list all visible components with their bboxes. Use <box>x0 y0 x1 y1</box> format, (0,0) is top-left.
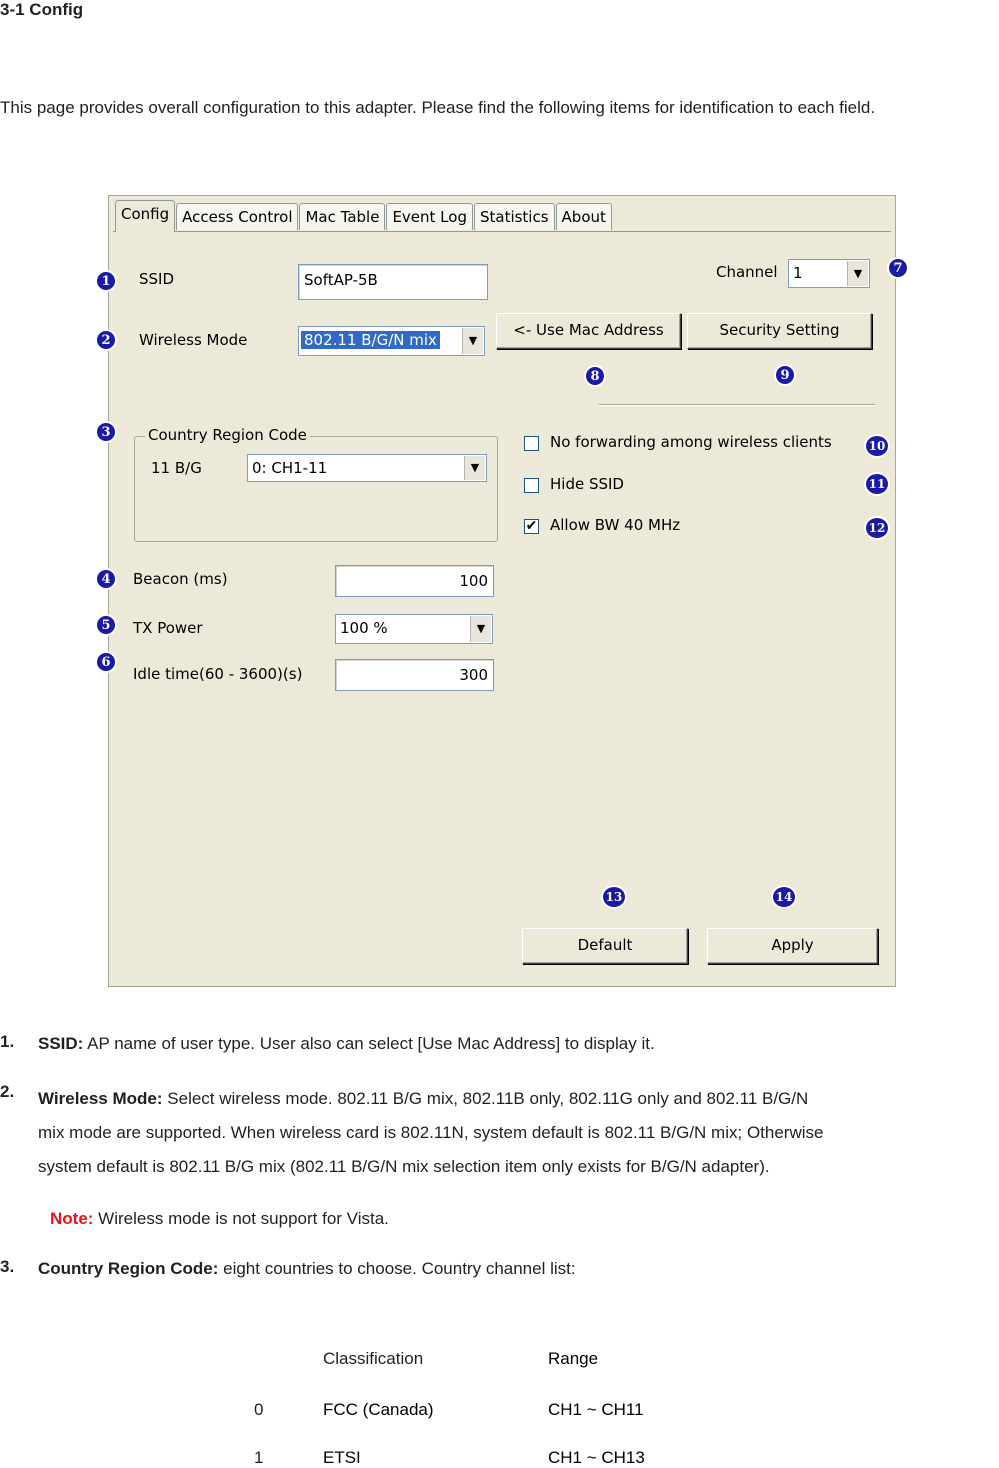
callout-badge: 4 <box>95 568 117 590</box>
callout-badge: 5 <box>95 614 117 636</box>
item-term: Country Region Code: <box>38 1259 219 1278</box>
callout-badge: 9 <box>774 364 796 386</box>
allow-bw40-label: Allow BW 40 MHz <box>550 516 681 534</box>
tab-access-control[interactable]: Access Control <box>176 203 298 230</box>
tx-power-label: TX Power <box>133 619 203 637</box>
item-text: AP name of user type. User also can select [Use Mac Address] to display it. <box>83 1034 655 1053</box>
item-term: SSID: <box>38 1034 84 1053</box>
wireless-mode-label: Wireless Mode <box>139 331 248 349</box>
checkmark-icon: ✔ <box>525 518 538 534</box>
tab-mac-table[interactable]: Mac Table <box>299 203 385 230</box>
ssid-label: SSID <box>139 270 175 288</box>
idle-time-label: Idle time(60 - 3600)(s) <box>133 665 303 683</box>
callout-badge: 1 <box>95 270 117 292</box>
tab-config[interactable]: Config <box>115 200 175 232</box>
note <box>50 1207 389 1231</box>
callout-badge: 12 <box>864 516 890 540</box>
chevron-down-icon[interactable]: ▼ <box>847 261 868 286</box>
item-text: mix mode are supported. When wireless card is 802.11N, system default is 802.11 B/G/N mix; Otherwise <box>38 1123 824 1142</box>
hide-ssid-checkbox[interactable] <box>524 478 539 493</box>
item-text: Select wireless mode. 802.11 B/G mix, 802.11B only, 802.11G only and 802.11 B/G/N <box>162 1089 809 1108</box>
table-cell-classification: ETSI <box>323 1448 361 1467</box>
hide-ssid-label: Hide SSID <box>550 475 624 493</box>
channel-value: 1 <box>793 264 803 282</box>
wireless-mode-value: 802.11 B/G/N mix <box>301 331 440 349</box>
country-region-select[interactable] <box>247 454 487 482</box>
channel-select[interactable] <box>788 259 870 288</box>
intro-paragraph: This page provides overall configuration to this adapter. Please find the following items for identification to each field. <box>0 98 876 117</box>
ssid-input[interactable]: SoftAP-5B <box>298 264 488 300</box>
chevron-down-icon[interactable]: ▼ <box>464 456 485 480</box>
country-region-group <box>134 426 498 542</box>
note-label: Note: <box>50 1209 94 1228</box>
item-text: system default is 802.11 B/G mix (802.11 B/G/N mix selection item only exists for B/G/N adapter). <box>38 1157 770 1176</box>
tx-power-select[interactable] <box>335 614 493 644</box>
table-cell-range: CH1 ~ CH11 <box>548 1400 644 1419</box>
allow-bw40-checkbox[interactable] <box>524 519 539 534</box>
beacon-input[interactable]: 100 <box>335 565 494 597</box>
callout-badge: 2 <box>95 329 117 351</box>
chevron-down-icon[interactable]: ▼ <box>462 328 483 354</box>
table-cell-classification: FCC (Canada) <box>323 1400 434 1419</box>
table-cell-range: CH1 ~ CH13 <box>548 1448 645 1467</box>
band-label: 11 B/G <box>151 459 202 477</box>
callout-badge: 8 <box>584 365 606 387</box>
table-header: Range <box>548 1349 599 1368</box>
beacon-label: Beacon (ms) <box>133 570 228 588</box>
apply-button[interactable]: Apply <box>707 928 878 964</box>
item-text: eight countries to choose. Country channel list: <box>218 1259 576 1278</box>
section-title: 3-1 Config <box>0 0 84 19</box>
item-wireless-mode <box>38 1082 999 1184</box>
channel-label: Channel <box>716 263 778 281</box>
security-setting-button[interactable]: Security Setting <box>687 313 872 349</box>
config-dialog <box>101 195 903 987</box>
note-text: Wireless mode is not support for Vista. <box>93 1209 389 1228</box>
wireless-mode-select[interactable] <box>298 326 485 356</box>
no-forwarding-label: No forwarding among wireless clients <box>550 433 832 451</box>
item-country-region <box>38 1257 998 1281</box>
use-mac-address-button[interactable]: <- Use Mac Address <box>496 313 681 349</box>
item-term: Wireless Mode: <box>38 1089 163 1108</box>
chevron-down-icon[interactable]: ▼ <box>470 616 491 642</box>
item-number: 2. <box>0 1082 15 1101</box>
table-cell-code: 0 <box>254 1400 264 1419</box>
callout-badge: 14 <box>771 885 797 909</box>
callout-badge: 7 <box>887 257 909 279</box>
table-header: Classification <box>323 1349 424 1368</box>
country-region-value: 0: CH1-11 <box>252 459 328 477</box>
table-cell-code: 1 <box>254 1448 264 1467</box>
item-ssid <box>38 1032 998 1056</box>
tab-statistics[interactable]: Statistics <box>474 203 555 230</box>
default-button[interactable]: Default <box>522 928 688 964</box>
idle-time-input[interactable]: 300 <box>335 659 494 691</box>
no-forwarding-checkbox[interactable] <box>524 436 539 451</box>
item-number: 1. <box>0 1032 15 1051</box>
callout-badge: 11 <box>864 472 890 496</box>
tx-power-value: 100 % <box>340 619 388 637</box>
callout-badge: 3 <box>95 421 117 443</box>
separator <box>599 404 875 406</box>
tab-panel-border <box>113 231 891 232</box>
country-region-title: Country Region Code <box>145 426 310 444</box>
callout-badge: 10 <box>864 434 890 458</box>
tab-about[interactable]: About <box>556 203 612 230</box>
tab-bar <box>115 200 613 232</box>
callout-badge: 13 <box>601 885 627 909</box>
tab-event-log[interactable]: Event Log <box>386 203 473 230</box>
item-number: 3. <box>0 1257 15 1276</box>
callout-badge: 6 <box>95 651 117 673</box>
